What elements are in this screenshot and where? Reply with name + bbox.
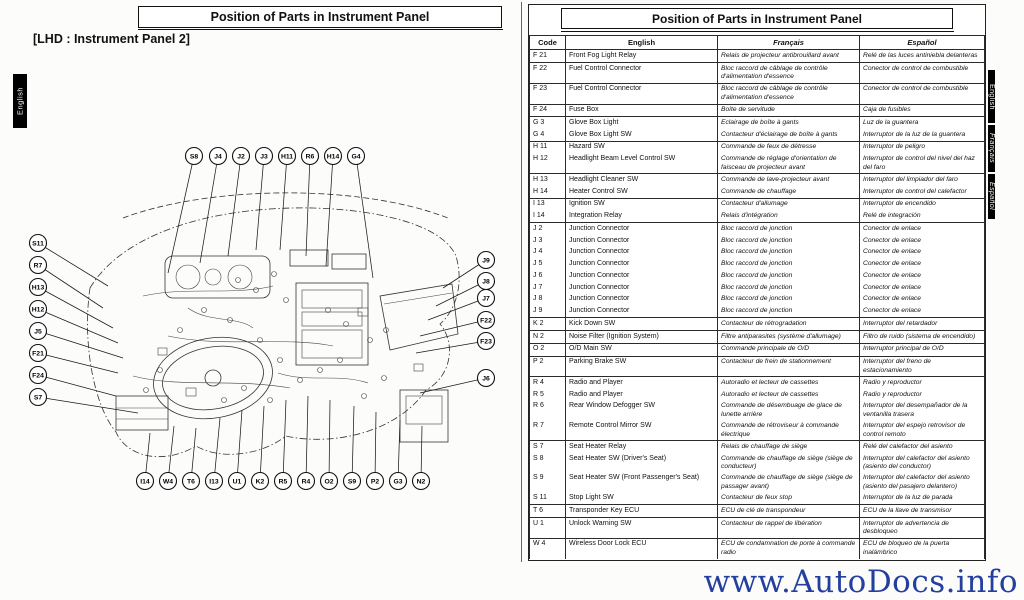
cell-es: Conector de enlace <box>860 247 985 259</box>
cell-code: S 7 <box>530 441 566 453</box>
cell-fr: Bloc raccord de jonction <box>718 223 860 235</box>
table-header-row <box>530 36 985 50</box>
table-row <box>530 211 985 223</box>
svg-text:R5: R5 <box>278 478 288 486</box>
svg-text:I13: I13 <box>209 478 219 486</box>
cell-fr: Commande de chauffage de siège (siège de passager avant) <box>718 473 860 493</box>
table-row <box>530 421 985 441</box>
cell-es: Caja de fusibles <box>860 104 985 117</box>
svg-text:P2: P2 <box>370 478 380 486</box>
callout-W4 <box>160 426 177 490</box>
cell-code: F 21 <box>530 50 566 63</box>
cell-code: R 5 <box>530 389 566 401</box>
table-row <box>530 343 985 356</box>
cell-en: Unlock Warning SW <box>566 518 718 539</box>
cell-code: W 4 <box>530 538 566 558</box>
cell-es: Luz de la guantera <box>860 117 985 129</box>
table-row <box>530 538 985 558</box>
svg-text:R4: R4 <box>301 478 311 486</box>
right-page <box>528 4 986 561</box>
cell-en: Remote Control Mirror SW <box>566 421 718 441</box>
cell-en: Seat Heater Relay <box>566 441 718 453</box>
language-tab-espanol: Español <box>988 174 995 219</box>
cell-es: Conector de enlace <box>860 259 985 271</box>
cell-fr: ECU de condamnation de porte à commande radio <box>718 538 860 558</box>
cell-en: Kick Down SW <box>566 318 718 331</box>
cell-fr: Bloc raccord de jonction <box>718 294 860 306</box>
cell-es: Radio y reproductor <box>860 389 985 401</box>
table-row <box>530 356 985 377</box>
table-row <box>530 186 985 198</box>
table-row <box>530 198 985 210</box>
svg-text:U1: U1 <box>232 478 242 486</box>
table-row <box>530 505 985 518</box>
cell-en: Noise Filter (Ignition System) <box>566 331 718 344</box>
callout-S8 <box>168 148 203 274</box>
cell-en: Fuse Box <box>566 104 718 117</box>
cell-fr: Commande de chauffage <box>718 186 860 198</box>
cell-code: P 2 <box>530 356 566 377</box>
cell-en: Hazard SW <box>566 141 718 153</box>
callout-T6 <box>183 428 200 490</box>
cell-code: S 9 <box>530 473 566 493</box>
cell-en: Integration Relay <box>566 211 718 223</box>
cell-es: Conector de enlace <box>860 270 985 282</box>
callout-U1 <box>229 410 246 490</box>
callout-S9 <box>344 406 361 490</box>
cell-code: S 8 <box>530 453 566 473</box>
cell-code: J 5 <box>530 259 566 271</box>
cell-es: Interruptor de control del calefactor <box>860 186 985 198</box>
cell-fr: Commande de chauffage de siège (siège de conducteur) <box>718 453 860 473</box>
cell-en: Glove Box Light <box>566 117 718 129</box>
cell-es: Interruptor del freno de estacionamiento <box>860 356 985 377</box>
cell-es: Interruptor de encendido <box>860 198 985 210</box>
svg-text:S8: S8 <box>189 153 199 161</box>
svg-text:H14: H14 <box>326 153 340 161</box>
cell-en: Junction Connector <box>566 259 718 271</box>
title-underline <box>561 31 954 32</box>
cell-fr: Commande de feux de détresse <box>718 141 860 153</box>
cell-en: Junction Connector <box>566 235 718 247</box>
cell-es: ECU de bloqueo de la puerta inalámbrico <box>860 538 985 558</box>
cell-code: R 7 <box>530 421 566 441</box>
svg-text:J3: J3 <box>260 153 268 161</box>
cell-en: Stop Light SW <box>566 493 718 505</box>
language-tabs <box>988 70 1003 221</box>
table-row <box>530 518 985 539</box>
svg-text:G4: G4 <box>351 153 361 161</box>
callout-J6 <box>420 370 495 394</box>
callout-J4 <box>200 148 227 264</box>
cell-es: Radio y reproductor <box>860 377 985 389</box>
cell-es: Interruptor de la luz de la guantera <box>860 129 985 141</box>
cell-es: Filtro de ruido (sistema de encendido) <box>860 331 985 344</box>
svg-text:F23: F23 <box>480 338 492 346</box>
cell-es: Interruptor de advertencia de desbloqueo <box>860 518 985 539</box>
cell-en: Junction Connector <box>566 247 718 259</box>
left-page-subtitle: [LHD : Instrument Panel 2] <box>33 32 190 46</box>
table-row <box>530 223 985 235</box>
cell-code: U 1 <box>530 518 566 539</box>
callout-I14 <box>137 433 154 490</box>
svg-text:N2: N2 <box>416 478 426 486</box>
cell-code: J 9 <box>530 306 566 318</box>
cell-fr: Contacteur d'allumage <box>718 198 860 210</box>
table-row <box>530 154 985 174</box>
table-row <box>530 441 985 453</box>
svg-text:H13: H13 <box>31 284 45 292</box>
cell-es: Interruptor de la luz de parada <box>860 493 985 505</box>
svg-text:S11: S11 <box>32 240 44 248</box>
cell-en: Seat Heater SW (Driver's Seat) <box>566 453 718 473</box>
callout-G3 <box>390 420 407 490</box>
svg-text:J6: J6 <box>482 375 490 383</box>
cell-en: Front Fog Light Relay <box>566 50 718 63</box>
callout-N2 <box>413 426 430 490</box>
table-row <box>530 129 985 141</box>
table-row <box>530 63 985 84</box>
cell-en: Headlight Beam Level Control SW <box>566 154 718 174</box>
cell-code: O 2 <box>530 343 566 356</box>
svg-text:J2: J2 <box>237 153 245 161</box>
cell-en: Fuel Control Connector <box>566 83 718 104</box>
left-page-title: Position of Parts in Instrument Panel <box>138 6 502 28</box>
cell-code: J 7 <box>530 282 566 294</box>
table-row <box>530 453 985 473</box>
cell-code: H 13 <box>530 174 566 186</box>
cell-en: Transponder Key ECU <box>566 505 718 518</box>
cell-en: Heater Control SW <box>566 186 718 198</box>
page-divider <box>521 2 522 562</box>
table-row <box>530 306 985 318</box>
cell-fr: Filtre antiparasites (système d'allumage) <box>718 331 860 344</box>
cell-fr: Commande de réglage d'orientation de faisceau de projecteur avant <box>718 154 860 174</box>
svg-text:J7: J7 <box>482 295 490 303</box>
svg-text:S7: S7 <box>33 394 43 402</box>
callout-S7 <box>30 389 139 414</box>
callout-H14 <box>325 148 342 267</box>
table-row <box>530 473 985 493</box>
cell-fr: Boîte de servitude <box>718 104 860 117</box>
callout-R6 <box>302 148 319 257</box>
svg-text:I14: I14 <box>140 478 150 486</box>
cell-es: Relé del calefactor del asiento <box>860 441 985 453</box>
cell-en: Junction Connector <box>566 223 718 235</box>
cell-en: Radio and Player <box>566 377 718 389</box>
cell-fr: Contacteur de feux stop <box>718 493 860 505</box>
svg-text:O2: O2 <box>324 478 334 486</box>
cell-fr: Bloc raccord de câblage de contrôle d'alimentation d'essence <box>718 83 860 104</box>
cell-en: Seat Heater SW (Front Passenger's Seat) <box>566 473 718 493</box>
callout-F22 <box>420 312 495 337</box>
table-row <box>530 270 985 282</box>
table-row <box>530 50 985 63</box>
cell-code: S 11 <box>530 493 566 505</box>
cell-fr: Contacteur de rétrogradation <box>718 318 860 331</box>
cell-code: J 6 <box>530 270 566 282</box>
watermark-url: www.AutoDocs.info <box>703 564 1018 600</box>
cell-fr: Bloc raccord de jonction <box>718 247 860 259</box>
col-header-espanol: Español <box>860 36 985 50</box>
cell-code: J 2 <box>530 223 566 235</box>
cell-fr: Bloc raccord de jonction <box>718 306 860 318</box>
cell-code: G 3 <box>530 117 566 129</box>
cell-es: Conector de control de combustible <box>860 63 985 84</box>
cell-es: Conector de enlace <box>860 282 985 294</box>
callout-P2 <box>367 412 384 490</box>
table-row <box>530 141 985 153</box>
cell-es: Interruptor del calefactor del asiento (asiento del conductor) <box>860 453 985 473</box>
cell-code: F 22 <box>530 63 566 84</box>
cell-fr: Relais de projecteur antibrouillard avant <box>718 50 860 63</box>
cell-es: Conector de enlace <box>860 235 985 247</box>
table-row <box>530 389 985 401</box>
cell-en: Fuel Control Connector <box>566 63 718 84</box>
cell-fr: Contacteur de rappel de libération <box>718 518 860 539</box>
svg-text:F21: F21 <box>32 350 44 358</box>
cell-es: Conector de enlace <box>860 223 985 235</box>
table-row <box>530 235 985 247</box>
svg-text:R7: R7 <box>33 262 43 270</box>
table-row <box>530 377 985 389</box>
cell-code: R 4 <box>530 377 566 389</box>
svg-text:F24: F24 <box>32 372 44 380</box>
cell-es: Conector de control de combustible <box>860 83 985 104</box>
cell-fr: Commande principale de O/D <box>718 343 860 356</box>
cell-fr: Relais d'intégration <box>718 211 860 223</box>
cell-es: Interruptor principal de O/D <box>860 343 985 356</box>
cell-es: ECU de la llave de transmisor <box>860 505 985 518</box>
callout-F23 <box>416 333 495 354</box>
svg-text:J4: J4 <box>214 153 222 161</box>
cell-en: Junction Connector <box>566 294 718 306</box>
svg-text:R6: R6 <box>305 153 315 161</box>
cell-en: Glove Box Light SW <box>566 129 718 141</box>
title-underline <box>138 29 503 30</box>
cell-en: Junction Connector <box>566 306 718 318</box>
cell-code: J 4 <box>530 247 566 259</box>
svg-text:J8: J8 <box>482 278 490 286</box>
instrument-panel-diagram <box>28 138 512 510</box>
cell-en: Junction Connector <box>566 282 718 294</box>
svg-text:J9: J9 <box>482 257 490 265</box>
svg-text:F22: F22 <box>480 317 492 325</box>
cell-fr: Bloc raccord de jonction <box>718 259 860 271</box>
svg-text:T6: T6 <box>187 478 195 486</box>
cell-code: K 2 <box>530 318 566 331</box>
cell-fr: Eclairage de boîte à gants <box>718 117 860 129</box>
table-row <box>530 117 985 129</box>
table-row <box>530 493 985 505</box>
cell-code: I 13 <box>530 198 566 210</box>
table-row <box>530 401 985 421</box>
cell-code: H 11 <box>530 141 566 153</box>
table-row <box>530 331 985 344</box>
cell-code: H 12 <box>530 154 566 174</box>
cell-code: H 14 <box>530 186 566 198</box>
table-row <box>530 318 985 331</box>
parts-table <box>529 35 985 559</box>
table-row <box>530 294 985 306</box>
callout-J3 <box>256 148 273 251</box>
cell-fr: Bloc raccord de câblage de contrôle d'alimentation d'essence <box>718 63 860 84</box>
cell-code: G 4 <box>530 129 566 141</box>
cell-fr: Autoradio et lecteur de cassettes <box>718 389 860 401</box>
cell-es: Interruptor del espejo retrovisor de control remoto <box>860 421 985 441</box>
table-row <box>530 104 985 117</box>
cell-en: Junction Connector <box>566 270 718 282</box>
cell-fr: Commande de rétroviseur à commande électrique <box>718 421 860 441</box>
table-row <box>530 174 985 186</box>
col-header-francais: Français <box>718 36 860 50</box>
cell-es: Interruptor de peligro <box>860 141 985 153</box>
cell-fr: Bloc raccord de jonction <box>718 270 860 282</box>
cell-code: F 23 <box>530 83 566 104</box>
cell-code: J 8 <box>530 294 566 306</box>
cell-en: Ignition SW <box>566 198 718 210</box>
cell-es: Conector de enlace <box>860 306 985 318</box>
cell-es: Interruptor del desempañador de la ventanilla trasera <box>860 401 985 421</box>
cell-es: Conector de enlace <box>860 294 985 306</box>
cell-fr: Contacteur de frein de stationnement <box>718 356 860 377</box>
right-page-title: Position of Parts in Instrument Panel <box>561 8 953 29</box>
cell-code: I 14 <box>530 211 566 223</box>
cell-es: Interruptor del retardador <box>860 318 985 331</box>
cell-fr: Contacteur d'éclairage de boîte à gants <box>718 129 860 141</box>
cell-en: Wireless Door Lock ECU <box>566 538 718 558</box>
table-row <box>530 247 985 259</box>
cell-en: Headlight Cleaner SW <box>566 174 718 186</box>
cell-es: Interruptor del limpiador del faro <box>860 174 985 186</box>
col-header-code: Code <box>530 36 566 50</box>
cell-code: R 6 <box>530 401 566 421</box>
cell-fr: Bloc raccord de jonction <box>718 235 860 247</box>
cell-es: Relé de las luces antiniebla delanteras <box>860 50 985 63</box>
callout-R5 <box>275 400 292 490</box>
cell-fr: Commande de lave-projecteur avant <box>718 174 860 186</box>
svg-text:K2: K2 <box>255 478 265 486</box>
cell-code: F 24 <box>530 104 566 117</box>
cell-fr: Autoradio et lecteur de cassettes <box>718 377 860 389</box>
svg-text:S9: S9 <box>347 478 357 486</box>
cell-es: Interruptor de control del nivel del haz del faro <box>860 154 985 174</box>
cell-code: N 2 <box>530 331 566 344</box>
cell-es: Relé de integración <box>860 211 985 223</box>
svg-text:G3: G3 <box>393 478 403 486</box>
language-tab-english: English <box>988 70 995 123</box>
language-tab-english-left: English <box>13 74 27 128</box>
cell-en: Rear Window Defogger SW <box>566 401 718 421</box>
parts-table-body <box>530 50 985 559</box>
svg-text:H11: H11 <box>280 153 294 161</box>
cell-es: Interruptor del calefactor del asiento (asiento del pasajero delantero) <box>860 473 985 493</box>
svg-text:H12: H12 <box>31 306 45 314</box>
table-row <box>530 282 985 294</box>
col-header-english: English <box>566 36 718 50</box>
callout-layer <box>30 148 495 490</box>
callout-O2 <box>321 400 338 490</box>
cell-en: O/D Main SW <box>566 343 718 356</box>
language-tab-francais: Français <box>988 125 995 172</box>
cell-code: J 3 <box>530 235 566 247</box>
cell-en: Radio and Player <box>566 389 718 401</box>
cell-fr: ECU de clé de transpondeur <box>718 505 860 518</box>
cell-fr: Commande de désembuage de glace de lunette arrière <box>718 401 860 421</box>
cell-code: T 6 <box>530 505 566 518</box>
callout-H11 <box>279 148 296 251</box>
cell-fr: Relais de chauffage de siège <box>718 441 860 453</box>
table-row <box>530 83 985 104</box>
table-row <box>530 259 985 271</box>
callout-R4 <box>298 396 315 490</box>
cell-fr: Bloc raccord de jonction <box>718 282 860 294</box>
callout-J2 <box>228 148 250 257</box>
svg-text:W4: W4 <box>162 478 174 486</box>
svg-text:J5: J5 <box>34 328 42 336</box>
cell-en: Parking Brake SW <box>566 356 718 377</box>
